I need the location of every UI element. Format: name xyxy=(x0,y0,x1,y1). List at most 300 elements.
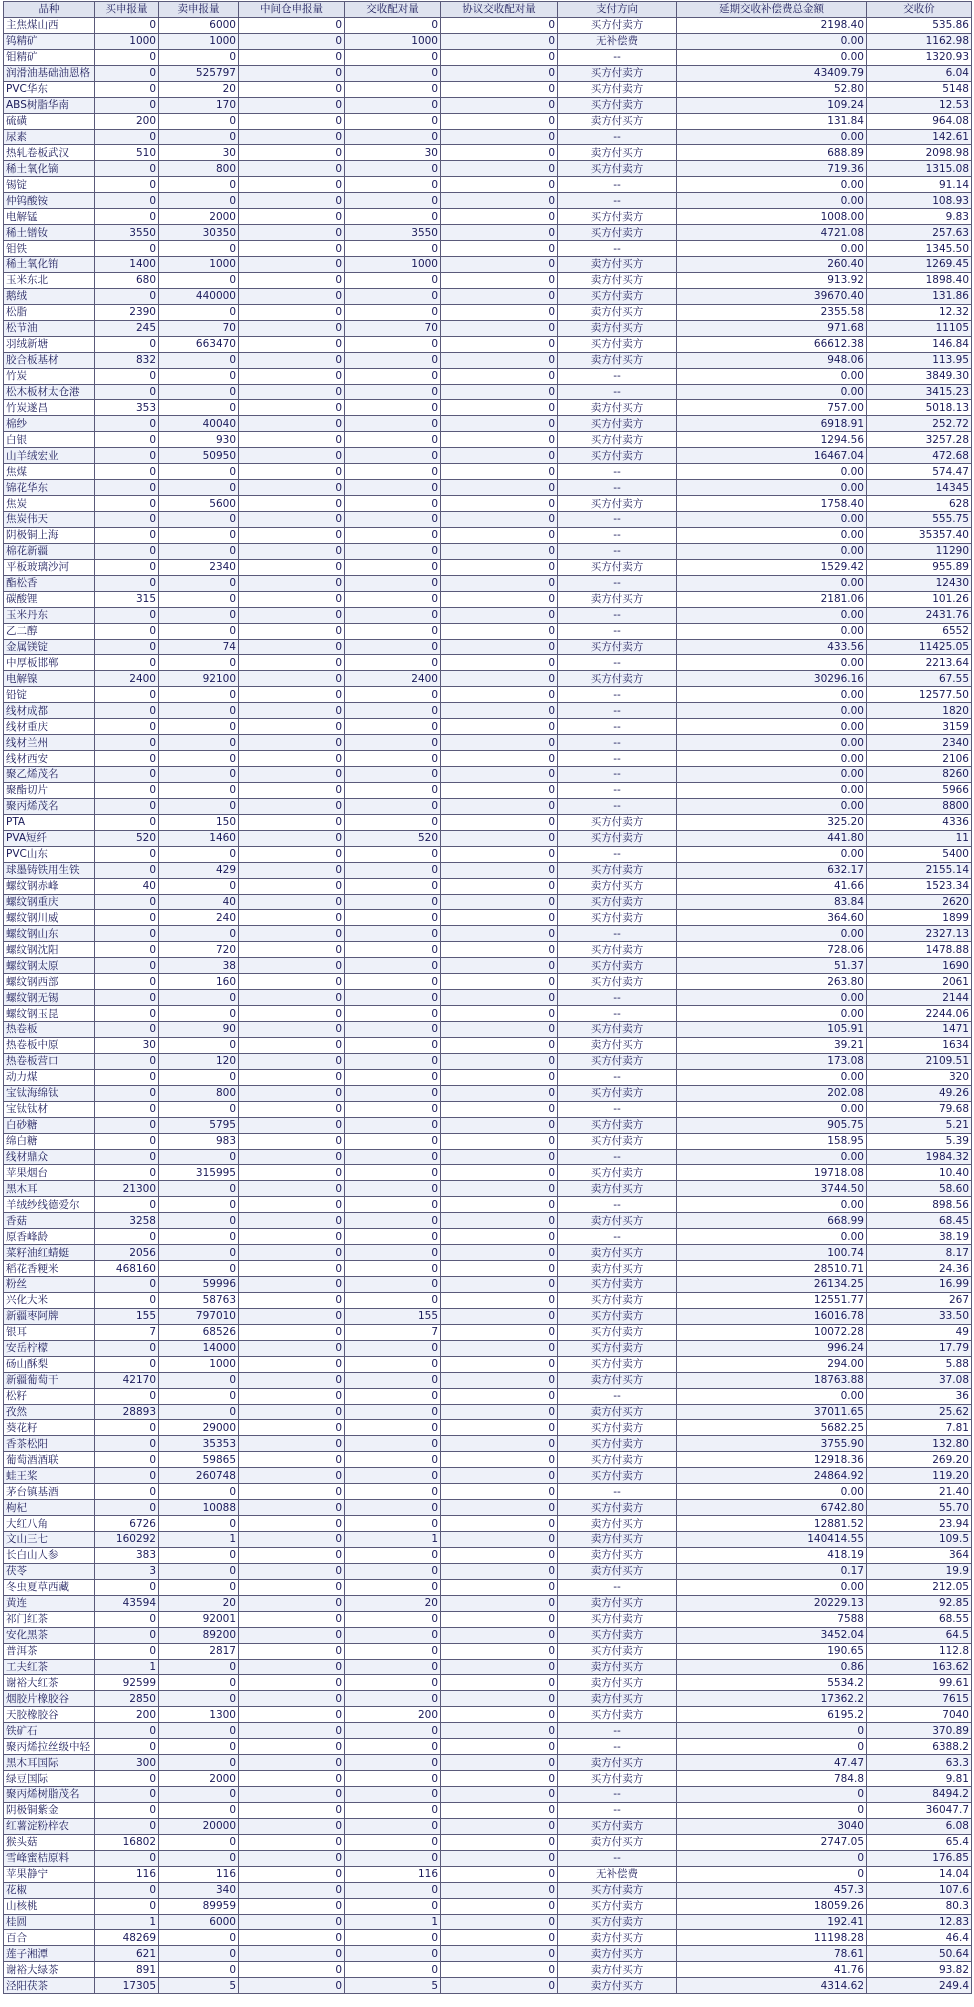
col-match-qty-cell: 0 xyxy=(345,193,441,209)
col-match-qty-cell: 0 xyxy=(345,1277,441,1293)
col-buy-qty-cell: 0 xyxy=(95,1069,159,1085)
col-mid-qty-cell: 0 xyxy=(239,1436,345,1452)
col-settle-price-cell: 257.63 xyxy=(867,225,972,241)
col-sell-qty-cell: 0 xyxy=(159,767,239,783)
col-sell-qty-cell: 0 xyxy=(159,543,239,559)
col-comp-amount-cell: 12881.52 xyxy=(677,1516,867,1532)
table-row xyxy=(4,241,972,257)
col-mid-qty-cell: 0 xyxy=(239,1356,345,1372)
col-mid-qty-cell: 0 xyxy=(239,1787,345,1803)
col-settle-price-cell: 50.64 xyxy=(867,1946,972,1962)
table-row xyxy=(4,161,972,177)
col-match-qty-cell: 0 xyxy=(345,607,441,623)
col-pay-direction-cell: 买方付卖方 xyxy=(558,1818,677,1834)
col-sell-qty-cell: 0 xyxy=(159,512,239,528)
col-sell-qty-cell: 0 xyxy=(159,1037,239,1053)
col-buy-qty-cell: 21300 xyxy=(95,1181,159,1197)
col-variety-cell: 松脂 xyxy=(4,304,95,320)
col-settle-price-cell: 2620 xyxy=(867,894,972,910)
col-buy-qty-cell: 0 xyxy=(95,288,159,304)
table-row xyxy=(4,193,972,209)
col-pay-direction-cell: 买方付卖方 xyxy=(558,958,677,974)
col-mid-qty-cell: 0 xyxy=(239,225,345,241)
table-row xyxy=(4,1229,972,1245)
col-pay-direction-cell: 卖方付买方 xyxy=(558,320,677,336)
col-variety-cell: 聚丙烯拉丝级中轻 xyxy=(4,1739,95,1755)
col-pay-direction-cell: 买方付卖方 xyxy=(558,1085,677,1101)
col-settle-price-cell: 9.83 xyxy=(867,209,972,225)
col-buy-qty-cell: 0 xyxy=(95,623,159,639)
col-settle-price-cell: 8800 xyxy=(867,798,972,814)
table-row xyxy=(4,49,972,65)
col-match-qty-cell: 0 xyxy=(345,926,441,942)
col-variety-cell: 线材兰州 xyxy=(4,735,95,751)
table-row xyxy=(4,1117,972,1133)
col-mid-qty-cell: 0 xyxy=(239,607,345,623)
col-comp-amount-cell: 0.00 xyxy=(677,49,867,65)
col-variety-cell: 猴头菇 xyxy=(4,1834,95,1850)
col-buy-qty-cell: 0 xyxy=(95,1101,159,1117)
col-buy-qty-cell: 0 xyxy=(95,416,159,432)
col-sell-qty-cell: 20000 xyxy=(159,1818,239,1834)
col-pay-direction-cell: 无补偿费 xyxy=(558,1866,677,1882)
col-comp-amount-cell: 0 xyxy=(677,1802,867,1818)
col-agree-qty-cell: 0 xyxy=(441,671,558,687)
col-sell-qty-cell: 14000 xyxy=(159,1340,239,1356)
table-row xyxy=(4,1037,972,1053)
col-match-qty-cell: 0 xyxy=(345,1898,441,1914)
col-match-qty-cell: 0 xyxy=(345,1500,441,1516)
col-mid-qty-cell: 0 xyxy=(239,623,345,639)
col-agree-qty-cell: 0 xyxy=(441,1085,558,1101)
table-row xyxy=(4,1436,972,1452)
col-match-qty-cell: 0 xyxy=(345,559,441,575)
col-mid-qty-cell: 0 xyxy=(239,288,345,304)
col-mid-qty-cell: 0 xyxy=(239,145,345,161)
col-mid-qty-cell: 0 xyxy=(239,1420,345,1436)
col-pay-direction-cell: 卖方付买方 xyxy=(558,878,677,894)
col-match-qty-cell: 30 xyxy=(345,145,441,161)
table-row xyxy=(4,751,972,767)
col-variety-cell: 安岳柠檬 xyxy=(4,1340,95,1356)
col-buy-qty-cell: 92599 xyxy=(95,1675,159,1691)
col-mid-qty-cell: 0 xyxy=(239,1802,345,1818)
table-row xyxy=(4,1181,972,1197)
table-row xyxy=(4,942,972,958)
col-match-qty-cell: 0 xyxy=(345,1627,441,1643)
col-variety-cell: 黑木耳国际 xyxy=(4,1755,95,1771)
col-variety-cell: PVC华东 xyxy=(4,81,95,97)
col-comp-amount-cell: 28510.71 xyxy=(677,1261,867,1277)
table-row xyxy=(4,1356,972,1372)
col-variety-cell: 苹果静宁 xyxy=(4,1866,95,1882)
col-variety-cell: 银耳 xyxy=(4,1324,95,1340)
col-settle-price-cell: 3159 xyxy=(867,719,972,735)
col-settle-price-header: 交收价 xyxy=(867,2,972,18)
col-match-qty-cell: 7 xyxy=(345,1324,441,1340)
col-variety-cell: 焦煤 xyxy=(4,464,95,480)
col-comp-amount-cell: 3755.90 xyxy=(677,1436,867,1452)
col-agree-qty-cell: 0 xyxy=(441,1277,558,1293)
col-variety-cell: 谢裕大绿茶 xyxy=(4,1962,95,1978)
col-mid-qty-cell: 0 xyxy=(239,1292,345,1308)
col-settle-price-cell: 269.20 xyxy=(867,1452,972,1468)
col-sell-qty-cell: 0 xyxy=(159,782,239,798)
col-pay-direction-cell: 买方付卖方 xyxy=(558,1500,677,1516)
col-variety-cell: 白砂糖 xyxy=(4,1117,95,1133)
col-agree-qty-cell: 0 xyxy=(441,1771,558,1787)
col-settle-price-cell: 8494.2 xyxy=(867,1787,972,1803)
col-sell-qty-cell: 0 xyxy=(159,575,239,591)
table-row xyxy=(4,480,972,496)
col-pay-direction-cell: -- xyxy=(558,1229,677,1245)
col-settle-price-cell: 3257.28 xyxy=(867,432,972,448)
col-mid-qty-cell: 0 xyxy=(239,1516,345,1532)
col-buy-qty-cell: 0 xyxy=(95,1771,159,1787)
col-sell-qty-cell: 260748 xyxy=(159,1468,239,1484)
col-settle-price-cell: 5.88 xyxy=(867,1356,972,1372)
table-row xyxy=(4,1691,972,1707)
col-variety-cell: 羽绒新塘 xyxy=(4,336,95,352)
table-row xyxy=(4,1802,972,1818)
col-agree-qty-cell: 0 xyxy=(441,639,558,655)
col-sell-qty-cell: 240 xyxy=(159,910,239,926)
col-mid-qty-cell: 0 xyxy=(239,1946,345,1962)
col-buy-qty-cell: 200 xyxy=(95,1707,159,1723)
col-buy-qty-cell: 0 xyxy=(95,1850,159,1866)
col-comp-amount-cell: 0.00 xyxy=(677,798,867,814)
col-match-qty-cell: 1 xyxy=(345,1532,441,1548)
col-pay-direction-cell: -- xyxy=(558,990,677,1006)
col-settle-price-cell: 2213.64 xyxy=(867,655,972,671)
col-mid-qty-cell: 0 xyxy=(239,1771,345,1787)
col-pay-direction-cell: 卖方付买方 xyxy=(558,1930,677,1946)
col-agree-qty-cell: 0 xyxy=(441,1053,558,1069)
col-match-qty-cell: 0 xyxy=(345,798,441,814)
col-buy-qty-cell: 0 xyxy=(95,1053,159,1069)
col-sell-qty-cell: 0 xyxy=(159,1659,239,1675)
col-comp-amount-cell: 1529.42 xyxy=(677,559,867,575)
table-row xyxy=(4,1532,972,1548)
col-comp-amount-cell: 0.00 xyxy=(677,846,867,862)
col-comp-amount-cell: 0.00 xyxy=(677,241,867,257)
col-sell-qty-cell: 170 xyxy=(159,97,239,113)
col-settle-price-cell: 67.55 xyxy=(867,671,972,687)
col-pay-direction-cell: 买方付卖方 xyxy=(558,1771,677,1787)
col-variety-cell: 铅锭 xyxy=(4,687,95,703)
col-pay-direction-cell: 买方付卖方 xyxy=(558,1133,677,1149)
col-agree-qty-cell: 0 xyxy=(441,830,558,846)
col-agree-qty-cell: 0 xyxy=(441,113,558,129)
col-match-qty-cell: 0 xyxy=(345,782,441,798)
col-mid-qty-cell: 0 xyxy=(239,1245,345,1261)
col-comp-amount-cell: 784.8 xyxy=(677,1771,867,1787)
col-sell-qty-cell: 0 xyxy=(159,1755,239,1771)
col-match-qty-cell: 155 xyxy=(345,1308,441,1324)
col-sell-qty-cell: 40 xyxy=(159,894,239,910)
col-pay-direction-cell: 卖方付买方 xyxy=(558,113,677,129)
col-pay-direction-cell: 买方付卖方 xyxy=(558,1468,677,1484)
col-pay-direction-cell: 卖方付买方 xyxy=(558,1372,677,1388)
col-comp-amount-cell: 0.00 xyxy=(677,527,867,543)
col-settle-price-cell: 33.50 xyxy=(867,1308,972,1324)
table-row xyxy=(4,1420,972,1436)
col-comp-amount-cell: 6195.2 xyxy=(677,1707,867,1723)
col-agree-qty-cell: 0 xyxy=(441,400,558,416)
col-mid-qty-cell: 0 xyxy=(239,1022,345,1038)
col-pay-direction-cell: -- xyxy=(558,782,677,798)
col-variety-cell: 稻花香粳米 xyxy=(4,1261,95,1277)
col-buy-qty-cell: 0 xyxy=(95,336,159,352)
col-pay-direction-cell: 买方付卖方 xyxy=(558,65,677,81)
col-variety-cell: 主焦煤山西 xyxy=(4,17,95,33)
col-comp-amount-cell: 37011.65 xyxy=(677,1404,867,1420)
col-variety-cell: 枸杞 xyxy=(4,1500,95,1516)
table-row xyxy=(4,655,972,671)
col-agree-qty-cell: 0 xyxy=(441,1436,558,1452)
col-mid-qty-cell: 0 xyxy=(239,1053,345,1069)
col-sell-qty-cell: 0 xyxy=(159,49,239,65)
col-variety-cell: 聚酯切片 xyxy=(4,782,95,798)
col-match-qty-cell: 0 xyxy=(345,623,441,639)
col-agree-qty-cell: 0 xyxy=(441,1802,558,1818)
col-variety-cell: 蛙王桨 xyxy=(4,1468,95,1484)
col-sell-qty-cell: 0 xyxy=(159,464,239,480)
col-mid-qty-cell: 0 xyxy=(239,1388,345,1404)
col-buy-qty-cell: 0 xyxy=(95,161,159,177)
col-match-qty-cell: 0 xyxy=(345,639,441,655)
col-pay-direction-cell: 买方付卖方 xyxy=(558,1452,677,1468)
table-row xyxy=(4,1579,972,1595)
col-match-qty-cell: 0 xyxy=(345,129,441,145)
col-settle-price-cell: 1984.32 xyxy=(867,1149,972,1165)
col-settle-price-cell: 99.61 xyxy=(867,1675,972,1691)
col-comp-amount-cell: 47.47 xyxy=(677,1755,867,1771)
col-mid-qty-cell: 0 xyxy=(239,65,345,81)
header-row xyxy=(4,2,972,18)
col-variety-cell: 花椒 xyxy=(4,1882,95,1898)
table-row xyxy=(4,33,972,49)
col-pay-direction-cell: 卖方付买方 xyxy=(558,1532,677,1548)
col-agree-qty-cell: 0 xyxy=(441,1165,558,1181)
col-pay-direction-cell: 买方付卖方 xyxy=(558,416,677,432)
col-pay-direction-cell: 卖方付买方 xyxy=(558,1245,677,1261)
col-sell-qty-cell: 0 xyxy=(159,193,239,209)
col-settle-price-cell: 955.89 xyxy=(867,559,972,575)
col-match-qty-cell: 0 xyxy=(345,113,441,129)
col-agree-qty-cell: 0 xyxy=(441,782,558,798)
col-sell-qty-cell: 720 xyxy=(159,942,239,958)
col-sell-qty-header: 卖申报量 xyxy=(159,2,239,18)
col-match-qty-cell: 0 xyxy=(345,177,441,193)
col-sell-qty-cell: 315995 xyxy=(159,1165,239,1181)
col-agree-qty-cell: 0 xyxy=(441,1755,558,1771)
col-buy-qty-cell: 0 xyxy=(95,687,159,703)
col-buy-qty-cell: 0 xyxy=(95,1627,159,1643)
col-match-qty-cell: 0 xyxy=(345,1787,441,1803)
col-buy-qty-cell: 17305 xyxy=(95,1978,159,1994)
col-variety-cell: 竹炭遂昌 xyxy=(4,400,95,416)
col-mid-qty-cell: 0 xyxy=(239,257,345,273)
col-comp-amount-cell: 24864.92 xyxy=(677,1468,867,1484)
col-pay-direction-cell: -- xyxy=(558,703,677,719)
col-sell-qty-cell: 90 xyxy=(159,1022,239,1038)
col-mid-qty-cell: 0 xyxy=(239,1229,345,1245)
col-sell-qty-cell: 160 xyxy=(159,974,239,990)
table-row xyxy=(4,1213,972,1229)
col-agree-qty-cell: 0 xyxy=(441,161,558,177)
col-agree-qty-cell: 0 xyxy=(441,751,558,767)
col-variety-header: 品种 xyxy=(4,2,95,18)
col-pay-direction-cell: 买方付卖方 xyxy=(558,336,677,352)
col-sell-qty-cell: 0 xyxy=(159,304,239,320)
table-row xyxy=(4,1834,972,1850)
col-sell-qty-cell: 2340 xyxy=(159,559,239,575)
col-match-qty-cell: 0 xyxy=(345,1053,441,1069)
col-pay-direction-cell: 买方付卖方 xyxy=(558,894,677,910)
col-agree-qty-cell: 0 xyxy=(441,1069,558,1085)
col-sell-qty-cell: 40040 xyxy=(159,416,239,432)
col-buy-qty-cell: 0 xyxy=(95,639,159,655)
col-agree-qty-cell: 0 xyxy=(441,990,558,1006)
col-pay-direction-cell: -- xyxy=(558,1787,677,1803)
col-variety-cell: 孜然 xyxy=(4,1404,95,1420)
col-settle-price-cell: 6.08 xyxy=(867,1818,972,1834)
col-mid-qty-cell: 0 xyxy=(239,464,345,480)
col-sell-qty-cell: 38 xyxy=(159,958,239,974)
col-variety-cell: 螺纹钢川威 xyxy=(4,910,95,926)
table-row xyxy=(4,1261,972,1277)
col-agree-qty-cell: 0 xyxy=(441,496,558,512)
col-pay-direction-cell: -- xyxy=(558,1579,677,1595)
col-settle-price-cell: 119.20 xyxy=(867,1468,972,1484)
col-agree-qty-cell: 0 xyxy=(441,336,558,352)
col-agree-qty-cell: 0 xyxy=(441,1595,558,1611)
col-comp-amount-cell: 12551.77 xyxy=(677,1292,867,1308)
col-buy-qty-cell: 0 xyxy=(95,751,159,767)
col-match-qty-header: 交收配对量 xyxy=(345,2,441,18)
col-variety-cell: 棉纱 xyxy=(4,416,95,432)
col-sell-qty-cell: 1300 xyxy=(159,1707,239,1723)
col-sell-qty-cell: 0 xyxy=(159,591,239,607)
col-sell-qty-cell: 0 xyxy=(159,1149,239,1165)
col-comp-amount-cell: 0.00 xyxy=(677,177,867,193)
col-variety-cell: 仲钨酸铵 xyxy=(4,193,95,209)
table-row xyxy=(4,1340,972,1356)
col-comp-amount-cell: 0.00 xyxy=(677,480,867,496)
col-mid-qty-cell: 0 xyxy=(239,655,345,671)
table-row xyxy=(4,209,972,225)
col-buy-qty-cell: 40 xyxy=(95,878,159,894)
col-match-qty-cell: 0 xyxy=(345,65,441,81)
col-settle-price-cell: 2244.06 xyxy=(867,1006,972,1022)
col-settle-price-cell: 1478.88 xyxy=(867,942,972,958)
col-pay-direction-cell: -- xyxy=(558,1723,677,1739)
table-row xyxy=(4,1787,972,1803)
col-settle-price-cell: 2144 xyxy=(867,990,972,1006)
col-pay-direction-cell: 买方付卖方 xyxy=(558,1436,677,1452)
col-mid-qty-cell: 0 xyxy=(239,241,345,257)
table-row xyxy=(4,1101,972,1117)
col-buy-qty-header: 买申报量 xyxy=(95,2,159,18)
col-mid-qty-cell: 0 xyxy=(239,17,345,33)
table-row xyxy=(4,145,972,161)
col-buy-qty-cell: 0 xyxy=(95,719,159,735)
col-comp-amount-cell: 43409.79 xyxy=(677,65,867,81)
col-buy-qty-cell: 48269 xyxy=(95,1930,159,1946)
col-sell-qty-cell: 797010 xyxy=(159,1308,239,1324)
col-mid-qty-cell: 0 xyxy=(239,990,345,1006)
col-variety-cell: 桂圆 xyxy=(4,1914,95,1930)
col-comp-amount-cell: 3452.04 xyxy=(677,1627,867,1643)
col-match-qty-cell: 0 xyxy=(345,751,441,767)
col-sell-qty-cell: 2000 xyxy=(159,1771,239,1787)
col-agree-qty-cell: 0 xyxy=(441,1261,558,1277)
col-mid-qty-cell: 0 xyxy=(239,1691,345,1707)
col-match-qty-cell: 0 xyxy=(345,400,441,416)
col-match-qty-cell: 0 xyxy=(345,942,441,958)
col-comp-amount-cell: 190.65 xyxy=(677,1643,867,1659)
col-sell-qty-cell: 0 xyxy=(159,272,239,288)
col-sell-qty-cell: 30 xyxy=(159,145,239,161)
col-settle-price-cell: 23.94 xyxy=(867,1516,972,1532)
col-settle-price-cell: 109.5 xyxy=(867,1532,972,1548)
col-match-qty-cell: 0 xyxy=(345,1388,441,1404)
table-row xyxy=(4,384,972,400)
col-pay-direction-cell: -- xyxy=(558,1484,677,1500)
col-buy-qty-cell: 0 xyxy=(95,1436,159,1452)
col-mid-qty-cell: 0 xyxy=(239,480,345,496)
col-match-qty-cell: 0 xyxy=(345,1213,441,1229)
col-sell-qty-cell: 0 xyxy=(159,129,239,145)
col-comp-amount-cell: 996.24 xyxy=(677,1340,867,1356)
col-pay-direction-cell: 卖方付买方 xyxy=(558,1547,677,1563)
col-variety-cell: 绵白糖 xyxy=(4,1133,95,1149)
col-settle-price-cell: 4336 xyxy=(867,814,972,830)
col-agree-qty-cell: 0 xyxy=(441,225,558,241)
col-variety-cell: 砀山酥梨 xyxy=(4,1356,95,1372)
table-row xyxy=(4,687,972,703)
col-settle-price-cell: 898.56 xyxy=(867,1197,972,1213)
col-settle-price-cell: 2098.98 xyxy=(867,145,972,161)
col-pay-direction-cell: 买方付卖方 xyxy=(558,1707,677,1723)
col-match-qty-cell: 0 xyxy=(345,1197,441,1213)
col-buy-qty-cell: 7 xyxy=(95,1324,159,1340)
col-mid-qty-cell: 0 xyxy=(239,926,345,942)
col-comp-amount-cell: 0 xyxy=(677,1866,867,1882)
col-comp-amount-cell: 6918.91 xyxy=(677,416,867,432)
col-sell-qty-cell: 0 xyxy=(159,1723,239,1739)
col-buy-qty-cell: 1 xyxy=(95,1659,159,1675)
col-buy-qty-cell: 0 xyxy=(95,974,159,990)
col-comp-amount-cell: 16467.04 xyxy=(677,448,867,464)
col-match-qty-cell: 0 xyxy=(345,1404,441,1420)
col-variety-cell: 聚丙烯树脂茂名 xyxy=(4,1787,95,1803)
col-sell-qty-cell: 5 xyxy=(159,1978,239,1994)
col-agree-qty-cell: 0 xyxy=(441,304,558,320)
col-agree-qty-cell: 0 xyxy=(441,1850,558,1866)
table-row xyxy=(4,416,972,432)
col-comp-amount-cell: 0.00 xyxy=(677,1484,867,1500)
col-mid-qty-cell: 0 xyxy=(239,1261,345,1277)
col-comp-amount-cell: 5534.2 xyxy=(677,1675,867,1691)
col-buy-qty-cell: 353 xyxy=(95,400,159,416)
col-sell-qty-cell: 1 xyxy=(159,1532,239,1548)
col-settle-price-cell: 112.8 xyxy=(867,1643,972,1659)
col-buy-qty-cell: 0 xyxy=(95,1165,159,1181)
col-variety-cell: 螺纹钢沈阳 xyxy=(4,942,95,958)
col-mid-qty-cell: 0 xyxy=(239,1818,345,1834)
